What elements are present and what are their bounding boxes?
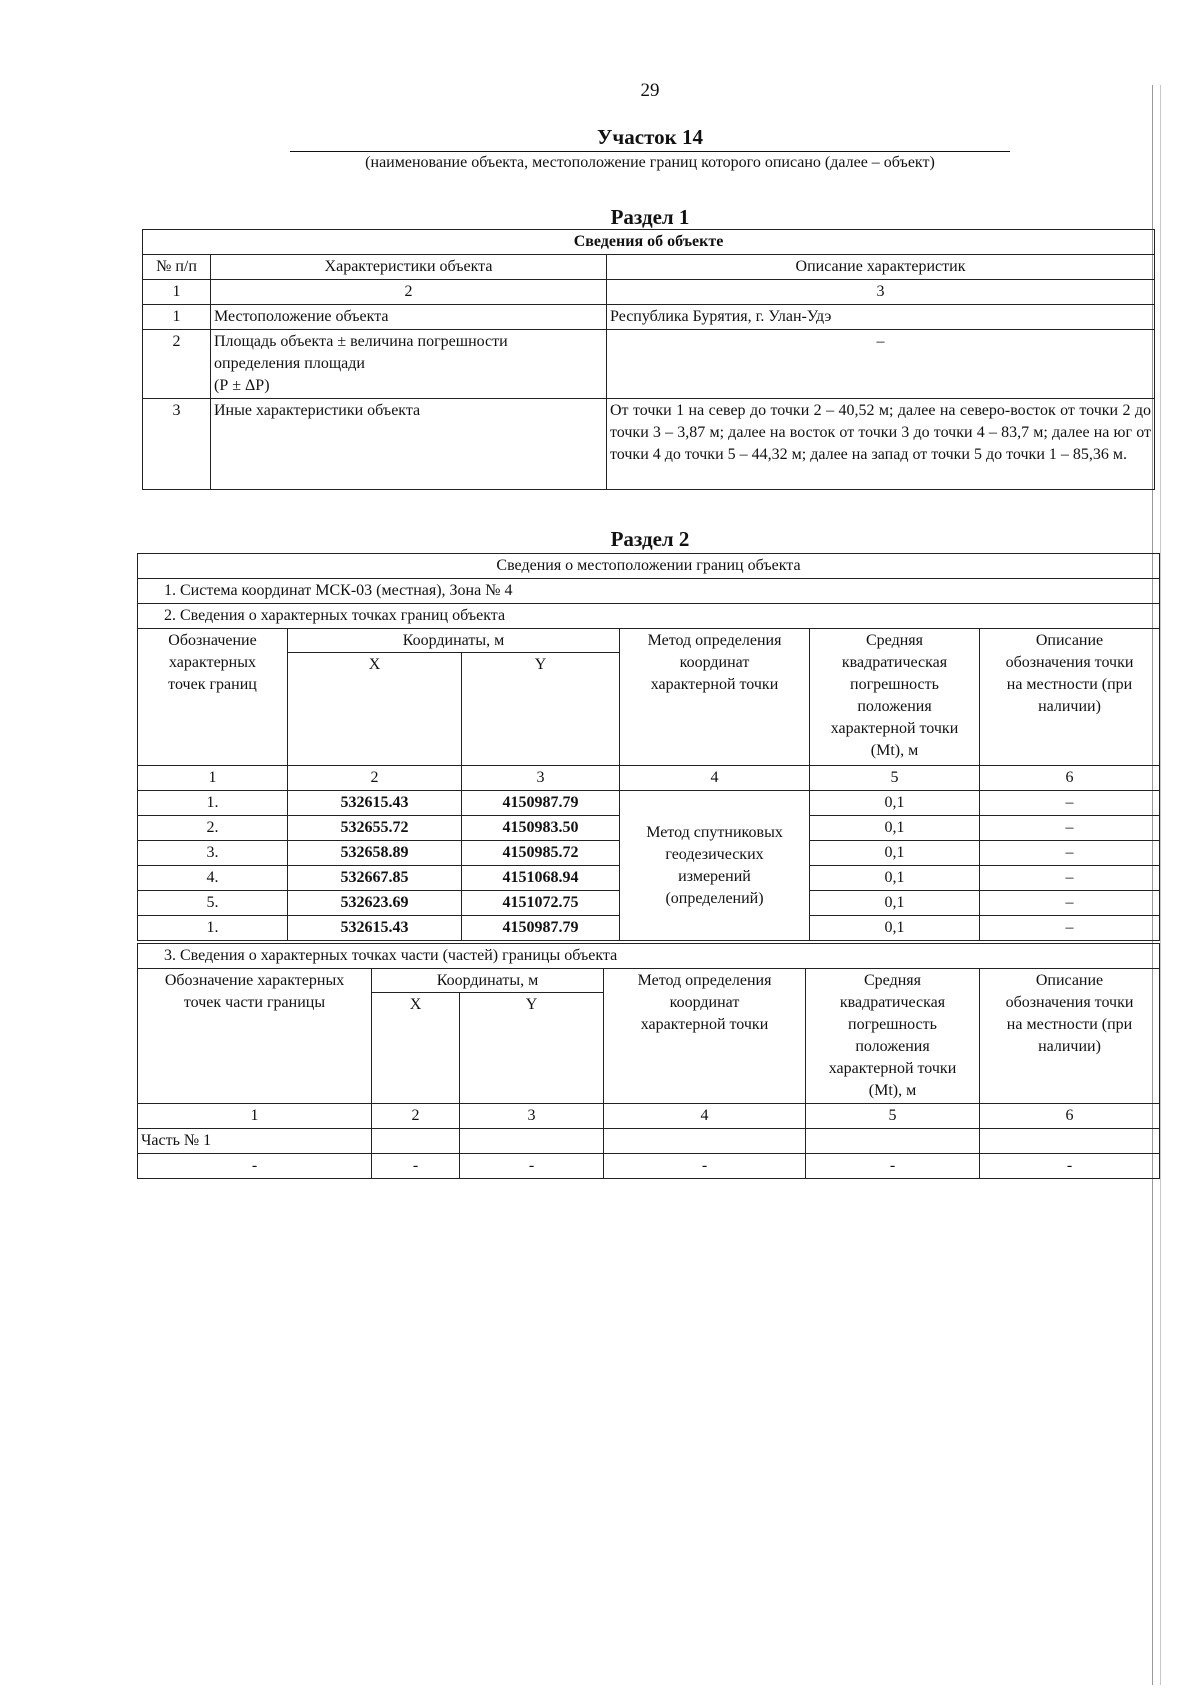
method-line: измерений — [678, 867, 751, 885]
point-id: 1. — [138, 791, 288, 816]
header-line: на местности (при — [1006, 676, 1133, 693]
section2-title: Раздел 2 — [610, 527, 690, 551]
part-cell: - — [460, 1154, 604, 1179]
row-number: 2 — [143, 330, 211, 399]
table-row — [138, 1154, 1160, 1179]
header-method — [620, 629, 810, 766]
header-cell: Описание характеристик — [607, 255, 1155, 280]
header-line: Обозначение — [168, 632, 257, 649]
col-number: 2 — [211, 280, 607, 305]
point-y: 4150987.79 — [462, 791, 620, 816]
empty-cell — [980, 1129, 1160, 1154]
point-x: 532615.43 — [288, 791, 462, 816]
point-mt: 0,1 — [810, 891, 980, 916]
point-y: 4150985.72 — [462, 841, 620, 866]
col-number: 1 — [143, 280, 211, 305]
point-mt: 0,1 — [810, 791, 980, 816]
point-id: 4. — [138, 866, 288, 891]
coordinate-system: 1. Система координат МСК-03 (местная), Зона № 4 — [138, 579, 1160, 604]
table-row — [138, 1129, 1160, 1154]
point-id: 1. — [138, 916, 288, 941]
object-title: Участок 14 — [597, 125, 703, 149]
point-id: 5. — [138, 891, 288, 916]
column-number-row — [138, 1104, 1160, 1129]
table-row — [143, 399, 1155, 490]
object-title-block — [290, 125, 1010, 152]
table-title: Сведения об объекте — [143, 230, 1155, 255]
table-header-row — [143, 255, 1155, 280]
point-description: – — [980, 841, 1160, 866]
col-number: 1 — [138, 1104, 372, 1129]
header-y: Y — [462, 653, 620, 766]
table-row — [143, 230, 1155, 255]
header-line: координат — [669, 994, 740, 1011]
point-mt: 0,1 — [810, 841, 980, 866]
header-line: (Mt), м — [870, 742, 919, 759]
text-line: определения площади — [214, 355, 365, 372]
characteristic-name: Иные характеристики объекта — [211, 399, 607, 490]
empty-cell — [604, 1129, 806, 1154]
part-cell: - — [604, 1154, 806, 1179]
characteristic-description: Республика Бурятия, г. Улан-Удэ — [607, 305, 1155, 330]
text-line: Площадь объекта ± величина погрешности — [214, 333, 508, 350]
characteristic-name: Местоположение объекта — [211, 305, 607, 330]
col-number: 6 — [980, 1104, 1160, 1129]
point-y: 4151072.75 — [462, 891, 620, 916]
parts-section-title: 3. Сведения о характерных точках части (частей) границы объекта — [138, 944, 1160, 969]
object-info-table — [142, 229, 1155, 490]
header-line: характерной точки — [640, 1016, 769, 1033]
object-subtitle: (наименование объекта, местоположение границ которого описано (далее – объект) — [365, 154, 935, 171]
point-description: – — [980, 866, 1160, 891]
table-row — [143, 330, 1155, 399]
header-line: Средняя — [864, 972, 921, 989]
header-point-name — [138, 629, 288, 766]
empty-cell — [372, 1129, 460, 1154]
header-line: квадратическая — [839, 994, 946, 1011]
header-line: на местности (при — [1006, 1016, 1133, 1033]
table-header-row — [138, 969, 1160, 993]
header-line: точек части границы — [183, 994, 326, 1011]
part-cell: - — [372, 1154, 460, 1179]
point-description: – — [980, 816, 1160, 841]
text-line: (Р ± ΔР) — [214, 377, 270, 394]
table-title: Сведения о местоположении границ объекта — [138, 554, 1160, 579]
header-line: наличии) — [1038, 698, 1101, 715]
col-number: 4 — [620, 766, 810, 791]
header-line: наличии) — [1038, 1038, 1101, 1055]
table-row — [138, 791, 1160, 816]
header-cell: Характеристики объекта — [211, 255, 607, 280]
header-y: Y — [460, 993, 604, 1104]
header-line: характерной точки — [830, 720, 959, 737]
row-number: 1 — [143, 305, 211, 330]
header-coordinates — [288, 629, 620, 653]
method-line: геодезических — [665, 845, 764, 863]
method-line: Метод спутниковых — [646, 823, 783, 841]
header-line: координат — [679, 654, 750, 671]
header-x: X — [372, 993, 460, 1104]
point-description: – — [980, 791, 1160, 816]
table-row — [138, 554, 1160, 579]
header-description — [980, 969, 1160, 1104]
header-line: Метод определения — [637, 972, 772, 989]
col-number: 5 — [810, 766, 980, 791]
column-number-row — [138, 766, 1160, 791]
header-line: Описание — [1035, 632, 1104, 649]
point-description: – — [980, 891, 1160, 916]
header-coordinates-label: Координаты, м — [402, 632, 505, 649]
point-mt: 0,1 — [810, 866, 980, 891]
part-label: Часть № 1 — [138, 1129, 372, 1154]
header-x: X — [288, 653, 462, 766]
col-number: 3 — [607, 280, 1155, 305]
part-points-table — [137, 943, 1160, 1179]
boundary-points-table — [137, 553, 1160, 941]
header-line: погрешность — [850, 676, 939, 693]
point-description: – — [980, 916, 1160, 941]
page-number: 29 — [640, 80, 660, 101]
table-row — [138, 579, 1160, 604]
col-number: 4 — [604, 1104, 806, 1129]
table-row — [143, 305, 1155, 330]
header-cell: № п/п — [143, 255, 211, 280]
row-number: 3 — [143, 399, 211, 490]
header-line: обозначения точки — [1005, 994, 1134, 1011]
header-error — [806, 969, 980, 1104]
header-line: Средняя — [866, 632, 923, 649]
point-x: 532658.89 — [288, 841, 462, 866]
header-error — [810, 629, 980, 766]
method-cell — [620, 791, 810, 941]
header-point-name — [138, 969, 372, 1104]
header-method — [604, 969, 806, 1104]
characteristic-description: – — [607, 330, 1155, 399]
empty-cell — [460, 1129, 604, 1154]
point-y: 4150983.50 — [462, 816, 620, 841]
col-number: 3 — [462, 766, 620, 791]
header-line: характерных — [169, 654, 256, 671]
column-number-row — [143, 280, 1155, 305]
point-x: 532615.43 — [288, 916, 462, 941]
header-line: характерной точки — [828, 1060, 957, 1077]
header-line: точек границ — [168, 676, 257, 693]
header-line: положения — [855, 1038, 930, 1055]
col-number: 6 — [980, 766, 1160, 791]
point-x: 532623.69 — [288, 891, 462, 916]
header-line: Метод определения — [647, 632, 782, 649]
point-y: 4150987.79 — [462, 916, 620, 941]
col-number: 2 — [288, 766, 462, 791]
col-number: 5 — [806, 1104, 980, 1129]
header-line: обозначения точки — [1005, 654, 1134, 671]
points-section-title: 2. Сведения о характерных точках границ объекта — [138, 604, 1160, 629]
header-line: Обозначение характерных — [164, 972, 345, 989]
point-mt: 0,1 — [810, 816, 980, 841]
header-description — [980, 629, 1160, 766]
point-id: 3. — [138, 841, 288, 866]
header-line: положения — [857, 698, 932, 715]
point-mt: 0,1 — [810, 916, 980, 941]
col-number: 1 — [138, 766, 288, 791]
characteristic-description: От точки 1 на север до точки 2 – 40,52 м; далее на северо-восток от точки 2 до точки 3 – 3,87 м; далее на восток от точки 3 до точки 4 – 83,7 м; далее на юг от точки 4 до точки 5 – 44,32 м; далее на запад от точки 5 до точки 1 – 85,36 м. — [607, 399, 1155, 490]
point-x: 532667.85 — [288, 866, 462, 891]
scan-edge-line-2 — [1160, 85, 1161, 1685]
header-line: характерной точки — [650, 676, 779, 693]
point-x: 532655.72 — [288, 816, 462, 841]
part-cell: - — [806, 1154, 980, 1179]
col-number: 3 — [460, 1104, 604, 1129]
title-underline — [290, 151, 1010, 152]
header-line: погрешность — [848, 1016, 937, 1033]
table-header-row — [138, 629, 1160, 653]
header-coordinates — [372, 969, 604, 993]
part-cell: - — [138, 1154, 372, 1179]
section1-title: Раздел 1 — [610, 205, 690, 229]
table-row — [138, 944, 1160, 969]
point-id: 2. — [138, 816, 288, 841]
header-line: Описание — [1035, 972, 1104, 989]
col-number: 2 — [372, 1104, 460, 1129]
point-y: 4151068.94 — [462, 866, 620, 891]
header-line: (Mt), м — [868, 1082, 917, 1099]
header-line: квадратическая — [841, 654, 948, 671]
method-line: (определений) — [665, 889, 764, 907]
characteristic-name — [211, 330, 607, 399]
header-coordinates-label: Координаты, м — [436, 972, 539, 989]
part-cell: - — [980, 1154, 1160, 1179]
empty-cell — [806, 1129, 980, 1154]
table-row — [138, 604, 1160, 629]
